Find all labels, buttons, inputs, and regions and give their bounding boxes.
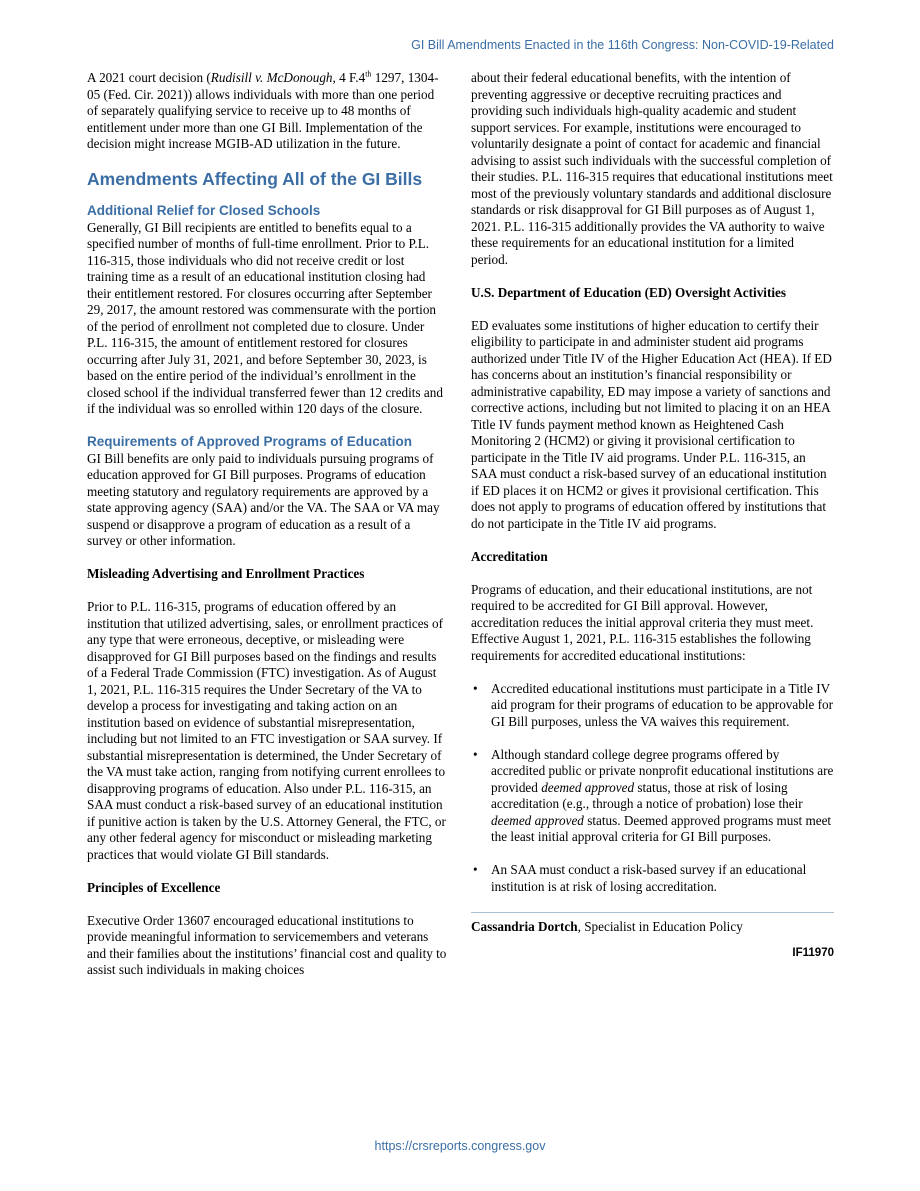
list-item bbox=[471, 747, 834, 846]
misleading-heading: Misleading Advertising and Enrollment Practices bbox=[87, 566, 365, 581]
author-divider bbox=[471, 912, 834, 913]
bullet-icon: • bbox=[473, 746, 478, 762]
list-item bbox=[471, 681, 834, 731]
author-name: Cassandria Dortch bbox=[471, 918, 578, 934]
list-item bbox=[471, 862, 834, 895]
closed-schools-paragraph: Generally, GI Bill recipients are entitled to benefits equal to a specified number of months of full-time enrollment. Prior to P.L. 116-315, those individuals who did not receive credit or lost training time as a result of an educational institution closing had their entitlement restored. For closures occurring after September 29, 2017, the amount restored was commensurate with the portion of the period of enrollment not completed due to closure. Under P.L. 116-315, the amount of entitlement restored for closures occurring after July 31, 2021, and before September 30, 2023, is based on the entire period of the individual’s enrollment in the closed school if the individual transferred fewer than 12 credits and if the individual was so enrolled within 120 days of the closure. bbox=[87, 219, 443, 416]
ed-oversight-heading: U.S. Department of Education (ED) Oversight Activities bbox=[471, 284, 787, 300]
intro-text-3: 1297, 1304-05 (Fed. Cir. 2021)) allows individuals with more than one period of separately qualifying service to receive up to 48 months of entitlement under more than one GI Bill. Implementation of the decision might increase MGIB-AD utilization in the future. bbox=[87, 70, 439, 151]
footer-url[interactable]: https://crsreports.congress.gov bbox=[374, 1139, 546, 1153]
section-heading: Amendments Affecting All of the GI Bills bbox=[87, 169, 423, 189]
intro-text-1: A 2021 court decision ( bbox=[87, 70, 211, 85]
intro-paragraph bbox=[87, 70, 448, 153]
bullet-icon: • bbox=[473, 680, 478, 696]
report-id: IF11970 bbox=[792, 947, 834, 959]
bullet-text: An SAA must conduct a risk-based survey if an educational institution is at risk of losing accreditation. bbox=[491, 862, 807, 894]
ed-oversight-paragraph: ED evaluates some institutions of higher education to certify their eligibility to participate in and administer student aid programs authorized under Title IV of the Higher Education Act (HEA). If ED has concerns about an institution’s financial responsibility or administrative capability, ED may impose a variety of sanctions and corrective actions, including but not limited to placing it on an HEA Title IV funds payment method known as Heightened Cash Monitoring 2 (HCM2) or giving it provisional certification to participate in the Title IV aid programs. Under P.L. 116-315, an SAA must conduct a risk-based survey of an educational institution if ED places it on HCM2 or gives it provisional certification. This does not apply to programs of education offered by institutions that do not participate in the Title IV aid programs. bbox=[471, 317, 832, 531]
bullet-text: Although standard college degree programs offered by accredited public or private nonprofit educational institutions are provided bbox=[491, 746, 834, 795]
approved-programs-paragraph: GI Bill benefits are only paid to individuals pursuing programs of education approved for GI Bill purposes. Programs of education meeting statutory and regulatory requirements are approved by a state approving agency (SAA) and/or the VA. The SAA or VA may suspend or disapprove a program of education as a result of a survey or other information. bbox=[87, 450, 440, 548]
case-name: Rudisill v. McDonough bbox=[210, 70, 333, 85]
deemed-approved-term: deemed approved bbox=[491, 812, 584, 828]
principles-heading: Principles of Excellence bbox=[87, 879, 221, 895]
author-line bbox=[471, 919, 834, 936]
misleading-paragraph: Prior to P.L. 116-315, programs of education offered by an institution that utilized advertising, sales, or enrollment practices of any type that were erroneous, deceptive, or misleading were disapproved for GI Bill purposes based on the findings and results of a Federal Trade Commission (FTC) investigation. As of August 1, 2021, P.L. 116-315 requires the Under Secretary of the VA to develop a process for investigating and taking action on an institution based on evidence of substantial misrepresentation, including but not limited to an FTC investigation or SAA survey. If substantial misrepresentation is determined, the Under Secretary of the VA must take action, ranging from notifying current enrollees to disapproving programs of education. Also under P.L. 116-315, an SAA must conduct a risk-based survey of an educational institution if punitive action is taken by the U.S. Attorney General, the FTC, or any other federal agency for misconduct or misleading marketing practices that would violate GI Bill standards. bbox=[87, 599, 446, 862]
left-column bbox=[87, 70, 448, 979]
bullet-text: Accredited educational institutions must participate in a Title IV aid program for their programs of education to be approvable for GI Bill purposes, unless the VA waives this requirement. bbox=[491, 680, 834, 729]
accreditation-bullet-list bbox=[471, 681, 834, 896]
deemed-approved-term: deemed approved bbox=[541, 779, 635, 795]
ordinal-sup: th bbox=[365, 69, 372, 79]
right-column bbox=[471, 70, 834, 962]
accreditation-heading: Accreditation bbox=[471, 548, 548, 564]
bullet-text: status. Deemed approved programs must meet the least initial approval criteria for GI Bill purposes. bbox=[491, 812, 832, 844]
running-header: GI Bill Amendments Enacted in the 116th Congress: Non-COVID-19-Related bbox=[411, 38, 834, 52]
closed-schools-heading: Additional Relief for Closed Schools bbox=[87, 203, 321, 218]
bullet-text: status, those at risk of losing accreditation (e.g., through a notice of probation) lose their bbox=[491, 779, 803, 811]
bullet-icon: • bbox=[473, 862, 478, 877]
approved-programs-heading: Requirements of Approved Programs of Education bbox=[87, 434, 413, 449]
author-title: , Specialist in Education Policy bbox=[577, 918, 743, 934]
principles-continued-paragraph: about their federal educational benefits, with the intention of preventing aggressive or deceptive recruiting practices and providing such individuals high-quality academic and student support services. For example, institutions were encouraged to voluntarily designate a point of contact for academic and financial advising to assist such individuals with the successful completion of their studies. P.L. 116-315 requires that educational institutions meet most of the previously voluntary standards and additional disclosure standards or risk disapproval for GI Bill purposes as of August 1, 2021. P.L. 116-315 additionally provides the VA authority to waive these requirements for an educational institution for a limited period. bbox=[471, 70, 833, 267]
accreditation-paragraph: Programs of education, and their educational institutions, are not required to be accredited for GI Bill approval. However, accreditation reduces the initial approval criteria they must meet. Effective August 1, 2021, P.L. 116-315 establishes the following requirements for accredited educational institutions: bbox=[471, 581, 814, 663]
principles-paragraph: Executive Order 13607 encouraged educational institutions to provide meaningful information to servicemembers and veterans and their families about the institutions’ financial cost and quality to assist such individuals in making choices bbox=[87, 912, 447, 977]
intro-text-2: , 4 F.4 bbox=[332, 70, 366, 85]
